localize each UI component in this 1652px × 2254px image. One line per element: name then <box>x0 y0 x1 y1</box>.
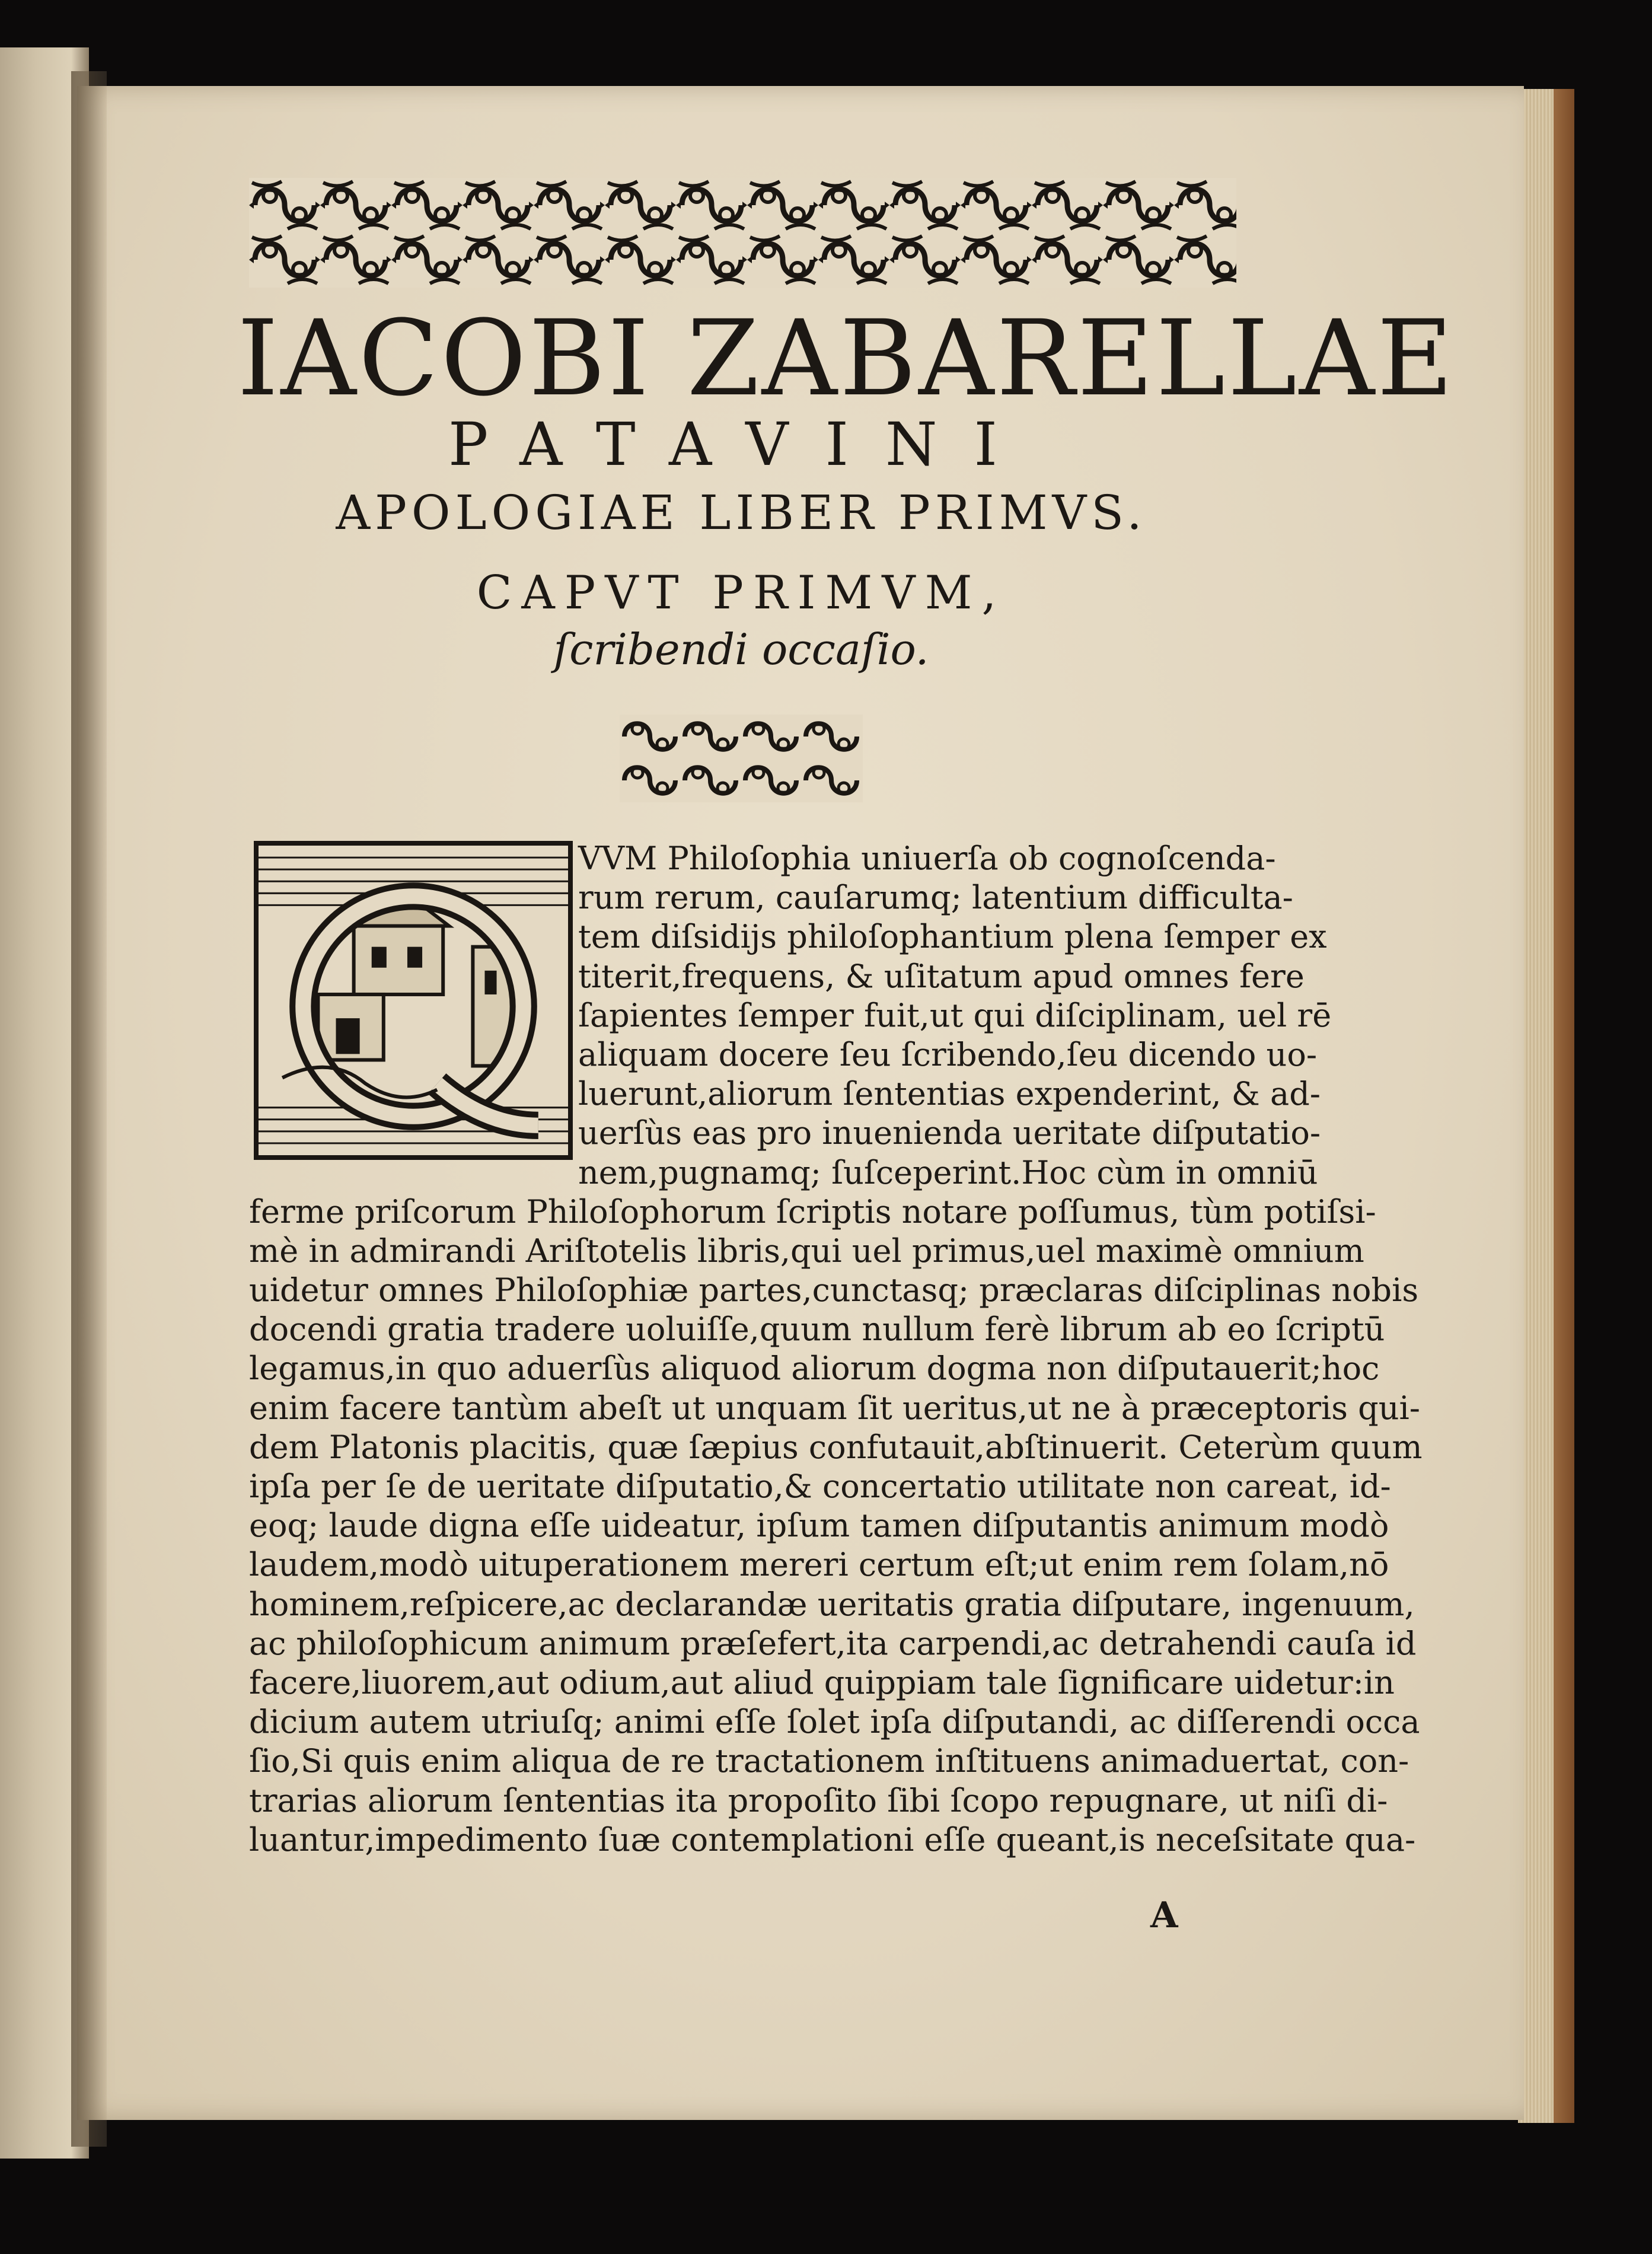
text-line: luantur,impedimento ſuæ contemplationi eſſe queant,is neceſsitate qua- <box>249 1821 1416 1858</box>
text-line: legamus,in quo aduerſùs aliquod aliorum dogma non diſputauerit;hoc <box>249 1350 1380 1388</box>
tailpiece-ornament-icon <box>620 715 863 802</box>
text-line: uerſùs eas pro inuenienda ueritate diſputatio- <box>578 1114 1321 1152</box>
text-line: titerit,frequens, & uſitatum apud omnes fere <box>578 957 1305 995</box>
text-line: ac philoſophicum animum præſefert,ita carpendi,ac detrahendi cauſa id <box>249 1624 1417 1662</box>
title-author-origin: PATAVINI <box>448 410 1035 479</box>
text-line: eoq; laude digna eſſe uideatur, ipſum tamen diſputantis animum modò <box>249 1507 1389 1545</box>
chapter-heading: CAPVT PRIMVM, <box>476 566 1006 620</box>
text-line: nem,pugnamq; ſuſceperint.Hoc cùm in omniū <box>578 1153 1318 1191</box>
text-line: enim facere tantùm abeſt ut unquam ſit ueritus,ut ne à præceptoris qui- <box>249 1389 1421 1427</box>
text-line: dicium autem utriuſq; animi eſſe ſolet ipſa diſputandi, ac diſſerendi occa <box>249 1703 1420 1741</box>
text-line: facere,liuorem,aut odium,aut aliud quippiam tale ſignificare uidetur:in <box>249 1663 1395 1701</box>
text-line: ſio,Si quis enim aliqua de re tractationem inſtituens animaduertat, con- <box>249 1742 1409 1780</box>
text-line: docendi gratia tradere uoluiſſe,quum nullum ferè librum ab eo ſcriptū <box>249 1311 1385 1348</box>
text-line: ſapientes ſemper fuit,ut qui diſciplinam, uel rē <box>578 996 1332 1034</box>
text-line: VVM Philoſophia uniuerſa ob cognoſcenda- <box>578 840 1276 877</box>
title-author-name: IACOBI ZABARELLAE <box>237 298 1456 419</box>
headpiece-ornament-icon <box>249 178 1236 288</box>
text-line: aliquam docere ſeu ſcribendo,ſeu dicendo uo- <box>578 1035 1318 1073</box>
text-line: uidetur omnes Philoſophiæ partes,cunctasq; præclaras diſciplinas nobis <box>249 1271 1419 1309</box>
text-line: mè in admirandi Ariſtotelis libris,qui uel primus,uel maximè omnium <box>249 1232 1364 1270</box>
body-text <box>249 839 1423 1860</box>
book-cover-edge <box>1554 89 1574 2123</box>
text-line: hominem,reſpicere,ac declarandæ ueritatis gratia diſputare, ingenuum, <box>249 1585 1415 1623</box>
signature-mark: A <box>1150 1895 1178 1936</box>
text-line: tem diſsidijs philoſophantium plena ſemper ex <box>578 918 1327 956</box>
text-line: luerunt,aliorum ſententias expenderint, & ad- <box>578 1075 1321 1113</box>
text-line: rum rerum, cauſarumq; latentium difficulta- <box>578 879 1293 917</box>
book-gutter <box>71 71 107 2147</box>
text-line: ferme priſcorum Philoſophorum ſcriptis notare poſſumus, tùm potiſsi- <box>249 1193 1376 1230</box>
text-line: ipſa per ſe de ueritate diſputatio,& concertatio utilitate non careat, id- <box>249 1468 1391 1505</box>
text-line: laudem,modò uituperationem mereri certum eſt;ut enim rem ſolam,nō <box>249 1546 1389 1584</box>
chapter-subtitle: ſcribendi occaſio. <box>553 624 929 674</box>
text-line: dem Platonis placitis, quæ ſæpius confutauit,abſtinuerit. Ceterùm quum <box>249 1428 1423 1466</box>
text-line: trarias aliorum ſententias ita propoſito ſibi ſcopo repugnare, ut niſi di- <box>249 1781 1388 1819</box>
book-title: APOLOGIAE LIBER PRIMVS. <box>336 485 1147 540</box>
